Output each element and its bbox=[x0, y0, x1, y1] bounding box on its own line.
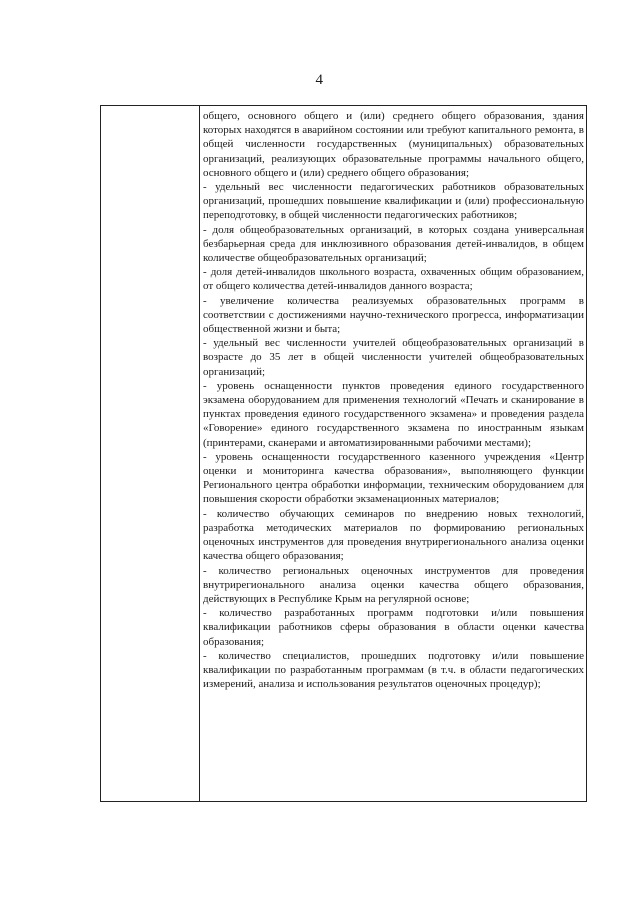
indicator-item: - уровень оснащенности пунктов проведения единого государственного экзамена оборудованием для применения технологий «Печать и сканирование в пунктах проведения единого государственного экзамена» и проведения раздела «Говорение» единого государственного экзамена по иностранным языкам (принтерами, сканерами и автоматизированными рабочими местами); bbox=[203, 379, 584, 449]
indicator-item: - количество разработанных программ подготовки и/или повышения квалификации работников сферы образования в области оценки качества образования; bbox=[203, 607, 584, 648]
indicator-item: - увеличение количества реализуемых образовательных программ в соответствии с достижениями научно-технического прогресса, информатизации общественной жизни и быта; bbox=[203, 294, 584, 336]
table-left-cell bbox=[101, 106, 200, 801]
indicator-item: - количество специалистов, прошедших подготовку и/или повышение квалификации по разработанным программам (в т.ч. в области педагогических измерений, анализа и использования результатов оценочных процедур); bbox=[203, 649, 584, 691]
indicator-item: - удельный вес численности педагогических работников образовательных организаций, прошедших повышение квалификации и (или) профессиональную переподготовку, в общей численности педагогических работников; bbox=[203, 181, 584, 222]
table-right-cell bbox=[200, 106, 586, 801]
indicator-item: - количество региональных оценочных инструментов для проведения внутрирегионального анализа оценки качества общего образования, действующих в Республике Крым на регулярной основе; bbox=[203, 564, 584, 605]
indicator-item: - доля общеобразовательных организаций, в которых создана универсальная безбарьерная среда для инклюзивного образования детей-инвалидов, в общем количестве общеобразовательных организаций; bbox=[203, 223, 584, 265]
indicators-table bbox=[100, 105, 587, 802]
indicator-item: - доля детей-инвалидов школьного возраста, охваченных общим образованием, от общего количества детей-инвалидов данного возраста; bbox=[203, 266, 584, 293]
page-number: 4 bbox=[315, 72, 324, 88]
indicator-item: - уровень оснащенности государственного казенного учреждения «Центр оценки и мониторинга качества образования», выполняющего функции Регионального центра обработки информации, техническим оборудованием для повышения скорости обработки экзаменационных материалов; bbox=[203, 450, 584, 506]
indicator-item: - количество обучающих семинаров по внедрению новых технологий, разработка методических материалов по формированию региональных оценочных инструментов для проведения внутрирегионального анализа оценки качества общего образования; bbox=[203, 507, 584, 563]
indicator-item: общего, основного общего и (или) среднего общего образования, здания которых находятся в аварийном состоянии или требуют капитального ремонта, в общей численности государственных (муниципальных) образовательных организаций, реализующих образовательные программы начального общего, основного общего и (или) среднего общего образования; bbox=[203, 110, 584, 179]
indicator-item: - удельный вес численности учителей общеобразовательных организаций в возрасте до 35 лет в общей численности учителей общеобразовательных организаций; bbox=[203, 337, 584, 378]
